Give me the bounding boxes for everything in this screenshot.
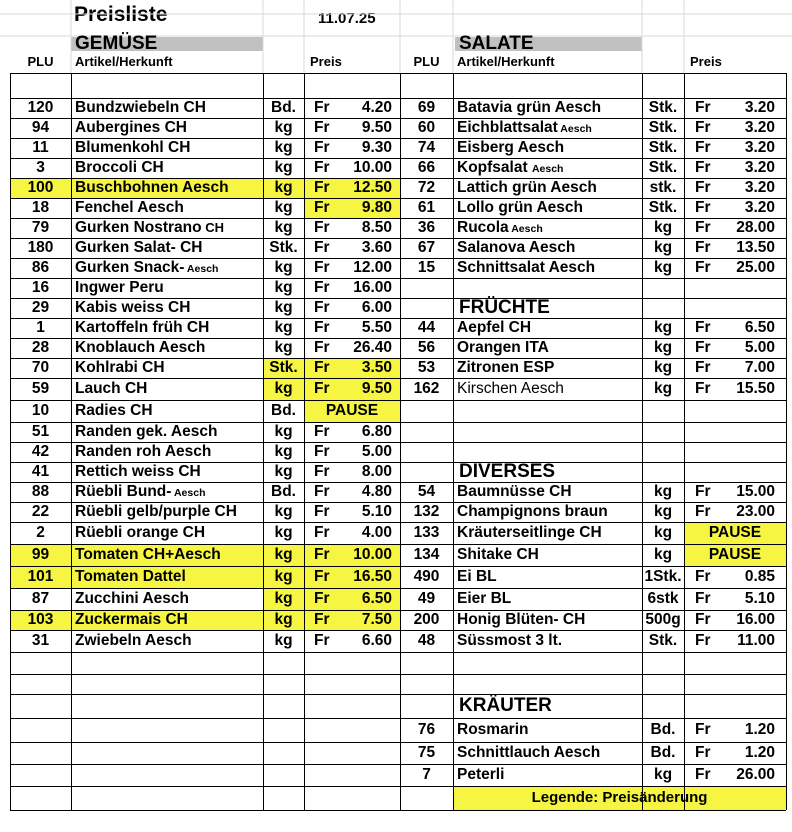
price-cell: 3.20 <box>744 119 775 136</box>
price-cell: 10.00 <box>353 159 392 176</box>
price-cell: 4.00 <box>361 524 392 541</box>
price-cell: 9.80 <box>361 199 392 216</box>
article-cell: Kirschen Aesch <box>457 380 564 397</box>
currency-cell: Fr <box>695 359 711 376</box>
plu-cell: 41 <box>31 463 50 480</box>
unit-cell: Bd. <box>271 99 296 116</box>
currency-cell: Fr <box>695 199 711 216</box>
unit-cell: kg <box>653 359 673 376</box>
plu-cell: 49 <box>417 590 436 607</box>
plu-cell: 61 <box>417 199 436 216</box>
currency-cell: Fr <box>314 380 330 397</box>
currency-cell: Fr <box>695 219 711 236</box>
plu-cell: 72 <box>417 179 436 196</box>
currency-cell: Fr <box>695 239 711 256</box>
price-cell: 16.50 <box>353 568 392 585</box>
currency-cell: Fr <box>695 590 711 607</box>
article-cell: Lollo grün Aesch <box>457 199 584 216</box>
plu-cell: 51 <box>31 423 50 440</box>
currency-cell: Fr <box>695 568 711 585</box>
unit-cell: Stk. <box>269 239 298 256</box>
plu-cell: 18 <box>31 199 50 216</box>
plu-cell: 134 <box>413 546 440 563</box>
price-cell: 3.20 <box>744 99 775 116</box>
currency-cell: Fr <box>695 611 711 628</box>
plu-cell: 103 <box>27 611 54 628</box>
article-cell: Knoblauch Aesch <box>75 339 206 356</box>
article-cell: Kohlrabi CH <box>75 359 165 376</box>
plu-cell: 120 <box>27 99 54 116</box>
price-cell: 4.20 <box>361 99 392 116</box>
article-cell: Gurken Nostrano CH <box>75 219 224 236</box>
unit-cell: kg <box>274 259 293 276</box>
currency-cell: Fr <box>314 239 330 256</box>
currency-cell: Fr <box>695 483 711 500</box>
article-cell: Peterli <box>457 766 505 783</box>
article-cell: Randen roh Aesch <box>75 443 212 460</box>
plu-cell: 22 <box>31 503 50 520</box>
unit-cell: kg <box>274 299 293 316</box>
plu-cell: 2 <box>36 524 45 541</box>
price-cell: 9.50 <box>361 380 392 397</box>
price-cell: 16.00 <box>736 611 775 628</box>
plu-cell: 16 <box>31 279 50 296</box>
price-cell: 7.50 <box>361 611 392 628</box>
unit-cell: Bd. <box>271 483 296 500</box>
price-cell: 6.60 <box>361 632 392 649</box>
currency-cell: Fr <box>314 524 330 541</box>
plu-cell: 88 <box>31 483 50 500</box>
price-cell: 6.50 <box>744 319 775 336</box>
unit-cell: kg <box>274 546 293 563</box>
article-cell: Bundzwiebeln CH <box>75 99 206 116</box>
price-cell: 15.00 <box>736 483 775 500</box>
unit-cell: kg <box>274 590 293 607</box>
price-cell: 0.85 <box>744 568 775 585</box>
unit-cell: kg <box>653 380 673 397</box>
article-cell: Kräuterseitlinge CH <box>457 524 602 541</box>
article-cell: Rüebli gelb/purple CH <box>75 503 237 520</box>
article-cell: Randen gek. Aesch <box>75 423 218 440</box>
article-cell: Rosmarin <box>457 721 529 738</box>
currency-cell: Fr <box>695 159 711 176</box>
unit-cell: kg <box>274 611 293 628</box>
article-cell: Batavia grün Aesch <box>457 99 602 116</box>
article-cell: Zwiebeln Aesch <box>75 632 192 649</box>
unit-cell: kg <box>653 503 673 520</box>
currency-cell: Fr <box>314 503 330 520</box>
plu-cell: 99 <box>31 546 50 563</box>
plu-cell: 79 <box>31 219 50 236</box>
plu-cell: 60 <box>417 119 436 136</box>
section-title-salate: SALATE <box>459 33 534 54</box>
col-header-plu-right: PLU <box>413 54 440 69</box>
price-cell: 5.00 <box>361 443 392 460</box>
unit-cell: Stk. <box>648 159 678 176</box>
unit-cell: kg <box>653 524 673 541</box>
unit-cell: kg <box>274 199 293 216</box>
currency-cell: Fr <box>314 199 330 216</box>
currency-cell: Fr <box>314 611 330 628</box>
unit-cell: kg <box>653 766 673 783</box>
currency-cell: Fr <box>695 259 711 276</box>
plu-cell: 31 <box>31 632 50 649</box>
plu-cell: 94 <box>31 119 50 136</box>
article-cell: Schnittlauch Aesch <box>457 744 601 761</box>
price-cell: 25.00 <box>736 259 775 276</box>
currency-cell: Fr <box>314 99 330 116</box>
unit-cell: kg <box>274 503 293 520</box>
plu-cell: 56 <box>417 339 436 356</box>
plu-cell: 11 <box>32 139 49 156</box>
plu-cell: 133 <box>413 524 440 541</box>
price-cell: 8.50 <box>361 219 392 236</box>
unit-cell: Stk. <box>648 139 678 156</box>
price-cell: 7.00 <box>744 359 775 376</box>
unit-cell: 500g <box>645 611 681 628</box>
plu-cell: 180 <box>27 239 54 256</box>
origin-suffix: CH <box>201 220 224 235</box>
currency-cell: Fr <box>695 319 711 336</box>
plu-cell: 67 <box>417 239 436 256</box>
price-cell: 6.50 <box>361 590 392 607</box>
plu-cell: 44 <box>417 319 436 336</box>
article-cell: Süssmost 3 lt. <box>457 632 563 649</box>
unit-cell: kg <box>274 159 293 176</box>
currency-cell: Fr <box>314 483 330 500</box>
article-cell: Kabis weiss CH <box>75 299 191 316</box>
price-pause: PAUSE <box>325 402 379 419</box>
currency-cell: Fr <box>314 443 330 460</box>
unit-cell: 6stk <box>647 590 679 607</box>
article-cell: Ei BL <box>457 568 497 585</box>
article-cell: Orangen ITA <box>457 339 549 356</box>
article-cell: Kartoffeln früh CH <box>75 319 210 336</box>
plu-cell: 53 <box>417 359 436 376</box>
plu-cell: 490 <box>413 568 440 585</box>
price-cell: 9.30 <box>361 139 392 156</box>
plu-cell: 15 <box>417 259 436 276</box>
price-cell: 9.50 <box>361 119 392 136</box>
price-cell: 26.00 <box>736 766 775 783</box>
col-header-article-right: Artikel/Herkunft <box>457 54 555 69</box>
unit-cell: kg <box>274 319 293 336</box>
currency-cell: Fr <box>314 632 330 649</box>
currency-cell: Fr <box>695 119 711 136</box>
article-cell: Lattich grün Aesch <box>457 179 597 196</box>
unit-cell: Stk. <box>648 199 678 216</box>
price-cell: 4.80 <box>361 483 392 500</box>
unit-cell: kg <box>653 239 673 256</box>
plu-cell: 200 <box>413 611 440 628</box>
article-cell: Tomaten Dattel <box>75 568 186 585</box>
origin-suffix: Aesch <box>184 263 219 275</box>
price-cell: 5.10 <box>744 590 775 607</box>
article-cell: Aubergines CH <box>75 119 187 136</box>
plu-cell: 10 <box>31 402 50 419</box>
section-title-diverses: DIVERSES <box>459 461 556 482</box>
unit-cell: kg <box>274 380 293 397</box>
price-cell: 10.00 <box>353 546 392 563</box>
price-cell: 16.00 <box>353 279 392 296</box>
plu-cell: 86 <box>31 259 50 276</box>
plu-cell: 36 <box>417 219 436 236</box>
article-cell: Gurken Salat- CH <box>75 239 203 256</box>
origin-suffix: Aesch <box>508 223 543 235</box>
price-cell: 8.00 <box>361 463 392 480</box>
unit-cell: kg <box>653 483 673 500</box>
price-cell: 5.10 <box>361 503 392 520</box>
article-cell: Baumnüsse CH <box>457 483 572 500</box>
price-cell: 3.60 <box>361 239 392 256</box>
currency-cell: Fr <box>695 632 711 649</box>
section-title-kraeuter: KRÄUTER <box>459 695 552 716</box>
currency-cell: Fr <box>314 219 330 236</box>
origin-suffix: Aesch <box>531 163 564 175</box>
currency-cell: Fr <box>695 503 711 520</box>
unit-cell: Bd. <box>650 721 676 738</box>
plu-cell: 29 <box>31 299 50 316</box>
unit-cell: kg <box>653 319 673 336</box>
plu-cell: 101 <box>27 568 54 585</box>
article-cell: Zuckermais CH <box>75 611 188 628</box>
price-cell: 1.20 <box>744 744 775 761</box>
currency-cell: Fr <box>314 139 330 156</box>
unit-cell: 1Stk. <box>644 568 682 585</box>
unit-cell: Bd. <box>650 744 676 761</box>
currency-cell: Fr <box>314 359 330 376</box>
currency-cell: Fr <box>314 590 330 607</box>
article-cell: Gurken Snack- Aesch <box>75 259 219 276</box>
unit-cell: Stk. <box>648 632 678 649</box>
unit-cell: kg <box>274 219 293 236</box>
plu-cell: 75 <box>417 744 436 761</box>
col-header-article: Artikel/Herkunft <box>75 54 173 69</box>
currency-cell: Fr <box>314 339 330 356</box>
plu-cell: 28 <box>31 339 50 356</box>
plu-cell: 69 <box>417 99 436 116</box>
currency-cell: Fr <box>314 279 330 296</box>
price-cell: 3.20 <box>744 199 775 216</box>
unit-cell: kg <box>274 443 293 460</box>
article-cell: Honig Blüten- CH <box>457 611 586 628</box>
price-pause: PAUSE <box>708 546 762 563</box>
price-cell: 28.00 <box>736 219 775 236</box>
price-cell: 26.40 <box>353 339 392 356</box>
section-title-gemuese: GEMÜSE <box>75 33 158 54</box>
currency-cell: Fr <box>695 139 711 156</box>
article-cell: Aepfel CH <box>457 319 532 336</box>
unit-cell: kg <box>274 139 293 156</box>
article-cell: Rucola Aesch <box>457 219 543 236</box>
article-cell: Rüebli Bund- Aesch <box>75 483 206 500</box>
plu-cell: 162 <box>413 380 440 397</box>
unit-cell: stk. <box>649 179 677 196</box>
unit-cell: Stk. <box>648 99 678 116</box>
plu-cell: 100 <box>27 179 54 196</box>
price-cell: 6.80 <box>361 423 392 440</box>
origin-suffix: Aesch <box>557 123 592 135</box>
article-cell: Broccoli CH <box>75 159 164 176</box>
plu-cell: 76 <box>417 721 436 738</box>
unit-cell: Stk. <box>648 119 678 136</box>
unit-cell: kg <box>274 632 293 649</box>
currency-cell: Fr <box>314 259 330 276</box>
unit-cell: kg <box>274 423 293 440</box>
plu-cell: 74 <box>417 139 436 156</box>
currency-cell: Fr <box>695 99 711 116</box>
currency-cell: Fr <box>695 179 711 196</box>
plu-cell: 48 <box>417 632 436 649</box>
unit-cell: kg <box>274 339 293 356</box>
col-header-price-right: Preis <box>690 54 722 69</box>
currency-cell: Fr <box>695 339 711 356</box>
origin-suffix: Aesch <box>171 487 206 499</box>
article-cell: Kopfsalat Aesch <box>457 159 564 176</box>
currency-cell: Fr <box>695 744 711 761</box>
currency-cell: Fr <box>695 380 711 397</box>
article-cell: Fenchel Aesch <box>75 199 184 216</box>
unit-cell: kg <box>274 463 293 480</box>
unit-cell: kg <box>274 568 293 585</box>
plu-cell: 59 <box>31 380 50 397</box>
currency-cell: Fr <box>314 119 330 136</box>
article-cell: Salanova Aesch <box>457 239 576 256</box>
currency-cell: Fr <box>695 721 711 738</box>
article-cell: Lauch CH <box>75 380 148 397</box>
legend-label: Legende: Preisänderung <box>531 789 708 806</box>
unit-cell: kg <box>274 119 293 136</box>
unit-cell: kg <box>653 546 673 563</box>
plu-cell: 132 <box>413 503 440 520</box>
article-cell: Zucchini Aesch <box>75 590 189 607</box>
price-cell: 5.00 <box>744 339 775 356</box>
article-cell: Champignons braun <box>457 503 608 520</box>
plu-cell: 87 <box>31 590 50 607</box>
unit-cell: kg <box>653 219 673 236</box>
unit-cell: kg <box>653 339 673 356</box>
article-cell: Schnittsalat Aesch <box>457 259 596 276</box>
article-cell: Rettich weiss CH <box>75 463 201 480</box>
price-cell: 6.00 <box>361 299 392 316</box>
unit-cell: kg <box>274 179 293 196</box>
currency-cell: Fr <box>314 568 330 585</box>
price-cell: 3.50 <box>361 359 392 376</box>
price-cell: 1.20 <box>744 721 775 738</box>
col-header-price: Preis <box>310 54 342 69</box>
article-cell: Eier BL <box>457 590 512 607</box>
article-cell: Zitronen ESP <box>457 359 555 376</box>
currency-cell: Fr <box>314 463 330 480</box>
col-header-plu: PLU <box>27 54 54 69</box>
plu-cell: 42 <box>31 443 50 460</box>
price-cell: 23.00 <box>736 503 775 520</box>
date-label: 11.07.25 <box>318 10 376 27</box>
plu-cell: 1 <box>36 319 45 336</box>
price-cell: 11.00 <box>737 632 775 649</box>
currency-cell: Fr <box>314 179 330 196</box>
article-cell: Blumenkohl CH <box>75 139 191 156</box>
currency-cell: Fr <box>314 546 330 563</box>
price-cell: 5.50 <box>361 319 392 336</box>
section-title-fruechte: FRÜCHTE <box>459 297 550 318</box>
currency-cell: Fr <box>695 766 711 783</box>
currency-cell: Fr <box>314 299 330 316</box>
price-cell: 12.50 <box>353 179 392 196</box>
price-cell: 3.20 <box>744 159 775 176</box>
unit-cell: kg <box>274 279 293 296</box>
price-cell: 12.00 <box>353 259 392 276</box>
unit-cell: kg <box>274 524 293 541</box>
unit-cell: Stk. <box>269 359 298 376</box>
plu-cell: 54 <box>417 483 436 500</box>
unit-cell: kg <box>653 259 673 276</box>
plu-cell: 66 <box>417 159 436 176</box>
article-cell: Eisberg Aesch <box>457 139 565 156</box>
price-cell: 3.20 <box>744 179 775 196</box>
page-title: Preisliste <box>74 3 168 26</box>
price-pause: PAUSE <box>708 524 762 541</box>
article-cell: Eichblattsalat Aesch <box>457 119 592 136</box>
unit-cell: Bd. <box>271 402 296 419</box>
article-cell: Buschbohnen Aesch <box>75 179 229 196</box>
currency-cell: Fr <box>314 319 330 336</box>
plu-cell: 70 <box>31 359 50 376</box>
article-cell: Rüebli orange CH <box>75 524 206 541</box>
article-cell: Radies CH <box>75 402 153 419</box>
plu-cell: 3 <box>36 159 45 176</box>
article-cell: Ingwer Peru <box>75 279 164 296</box>
price-cell: 13.50 <box>736 239 775 256</box>
price-cell: 15.50 <box>736 380 775 397</box>
plu-cell: 7 <box>422 766 431 783</box>
currency-cell: Fr <box>314 423 330 440</box>
article-cell: Tomaten CH+Aesch <box>75 546 221 563</box>
article-cell: Shitake CH <box>457 546 539 563</box>
price-cell: 3.20 <box>744 139 775 156</box>
currency-cell: Fr <box>314 159 330 176</box>
